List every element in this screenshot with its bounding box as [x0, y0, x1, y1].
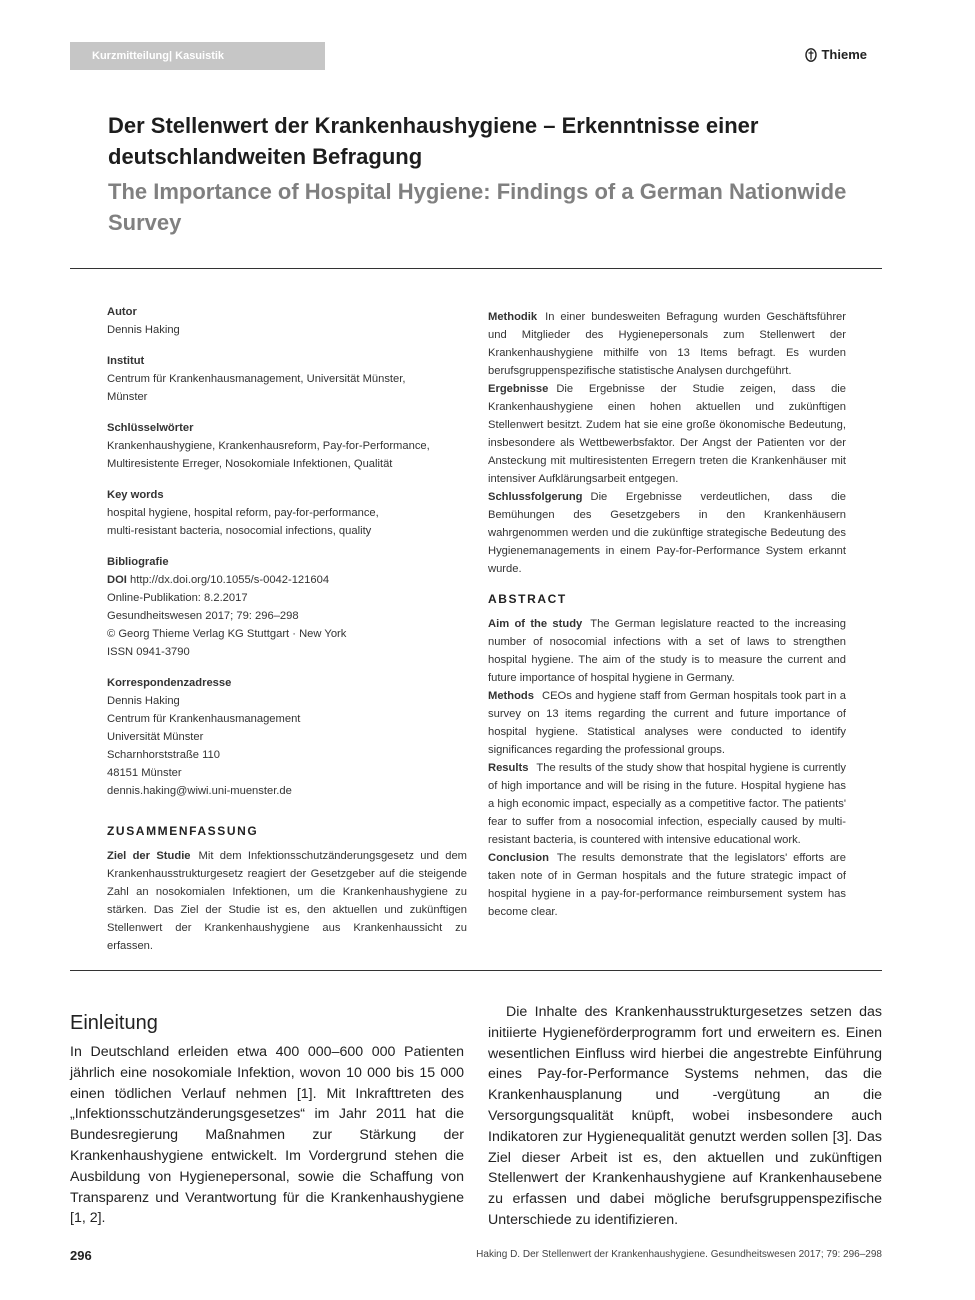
ergebnisse-label: Ergebnisse — [488, 383, 549, 395]
author-heading: Autor — [107, 306, 137, 318]
issn: ISSN 0941-3790 — [107, 646, 190, 658]
thieme-logo-icon — [805, 48, 817, 62]
keywords-de-text: Krankenhaushygiene, Krankenhausreform, Pay-for-Performance, Multiresistente Erreger, Nosokomiale Infektionen, Qualität — [107, 440, 430, 470]
zusammenfassung-methodik — [488, 308, 846, 380]
article-title-german: Der Stellenwert der Krankenhaushygiene – Erkenntnisse einer deutschlandweiten Befragung — [108, 113, 759, 169]
conclusion-text: The results demonstrate that the legislators' efforts are taken note of in German hospitals and the future strategic impact of hospital hygiene in a pay-for-performance reimbursement system has become clear. — [488, 852, 846, 918]
abstract-divider — [70, 970, 882, 971]
schluss-label: Schlussfolgerung — [488, 491, 583, 503]
methodik-label: Methodik — [488, 311, 538, 323]
zusammenfassung-schluss — [488, 488, 846, 578]
aim-label: Aim of the study — [488, 618, 583, 630]
doi-line — [107, 571, 472, 589]
bibliography-block — [107, 553, 472, 661]
doi-link[interactable]: http://dx.doi.org/10.1055/s-0042-121604 — [130, 574, 330, 586]
author-block — [107, 303, 472, 339]
results-text: The results of the study show that hospital hygiene is currently of high importance and will be rising in the future. Hospital hygiene has a high economic impact, especially as a competitive factor. The patients' fear to suffer from a nosocomial infection, especially caused by multi-resistant bacteria, is countered with intensive educational work. — [488, 762, 846, 846]
abstract-aim — [488, 615, 846, 687]
correspondence-line: 48151 Münster — [107, 767, 182, 779]
online-publication: Online-Publikation: 8.2.2017 — [107, 592, 248, 604]
keywords-en-heading: Key words — [107, 489, 164, 501]
results-label: Results — [488, 762, 529, 774]
institute-text: Centrum für Krankenhausmanagement, Universität Münster, Münster — [107, 373, 406, 403]
title-divider — [70, 268, 882, 269]
introduction-paragraph-1: In Deutschland erleiden etwa 400 000–600 000 Patienten jährlich eine nosokomiale Infektion, wovon 10 000 bis 15 000 einen tödlichen Verlauf nehmen [1]. Mit Inkrafttreten des „Infektionsschutzänderungsgesetzes“ im Jahr 2011 hat die Bundesregierung Maßnahmen zur Stärkung der Krankenhaushygiene entwickelt. Im Vordergrund stehen die Ausbildung von Hygienepersonal, sowie die Schaffung von Transparenz und Verantwortung für die Krankenhaushygiene [1, 2]. — [70, 1044, 464, 1227]
running-citation: Haking D. Der Stellenwert der Krankenhaushygiene. Gesundheitswesen 2017; 79: 296–298 — [476, 1249, 882, 1260]
page-number: 296 — [70, 1248, 92, 1263]
journal-citation: Gesundheitswesen 2017; 79: 296–298 — [107, 610, 299, 622]
keywords-de-block — [107, 419, 472, 473]
author-name: Dennis Haking — [107, 324, 180, 336]
category-bar: Kurzmitteilung| Kasuistik — [70, 42, 325, 70]
abstract-methods — [488, 687, 846, 759]
institute-block — [107, 352, 472, 406]
zusammenfassung-heading: ZUSAMMENFASSUNG — [107, 824, 259, 838]
bibliography-heading: Bibliografie — [107, 556, 169, 568]
institute-heading: Institut — [107, 355, 145, 367]
methods-label: Methods — [488, 690, 534, 702]
doi-label: DOI — [107, 574, 127, 586]
introduction-paragraph-2: Die Inhalte des Krankenhausstrukturgesetzes setzen das initiierte Hygieneförderprogramm fort und erweitern es. Einen wesentlichen Einfluss wird hierbei die angestrebte Einführung eines Pay-for-Performance Systems nehmen, das die Krankenhausplanung und -vergütung an die Versorgungsqualität knüpft, wobei insbesondere auch Indikatoren zur Hygienequalität genutzt werden sollen [3]. Das Ziel dieser Arbeit ist es, den aktuellen und zukünftigen Stellenwert der Krankenhaushygiene auf Krankenhausebene zu erfassen und dabei mögliche berufsgruppenspezifische Unterschiede zu identifizieren. — [488, 1004, 882, 1228]
article-metadata — [107, 303, 472, 813]
article-title-english: The Importance of Hospital Hygiene: Findings of a German Nationwide Survey — [108, 179, 847, 235]
aim-text: The German legislature reacted to the increasing number of nosocomial infections with a set of laws to strengthen hospital hygiene. The aim of the study is to measure the current and future importance of hospital hygiene in Germany. — [488, 618, 846, 684]
abstract-heading: ABSTRACT — [488, 592, 567, 606]
publisher-name: Thieme — [821, 47, 867, 62]
correspondence-line: Universität Münster — [107, 731, 204, 743]
ziel-label: Ziel der Studie — [107, 850, 191, 862]
correspondence-email[interactable]: dennis.haking@wiwi.uni-muenster.de — [107, 785, 292, 797]
correspondence-line: Scharnhorststraße 110 — [107, 749, 220, 761]
keywords-en-text: hospital hygiene, hospital reform, pay-for-performance, multi-resistant bacteria, nosocomial infections, quality — [107, 507, 379, 537]
correspondence-heading: Korrespondenzadresse — [107, 677, 232, 689]
zusammenfassung-section — [107, 824, 467, 955]
abstract-results — [488, 759, 846, 849]
keywords-de-heading: Schlüsselwörter — [107, 422, 194, 434]
keywords-en-block — [107, 486, 472, 540]
introduction-heading: Einleitung — [70, 1012, 158, 1034]
conclusion-label: Conclusion — [488, 852, 549, 864]
abstract-conclusion — [488, 849, 846, 921]
methods-text: CEOs and hygiene staff from German hospitals took part in a survey on 13 items regarding the current and future importance of hospital hygiene. Statistical analyses were conducted to identify significances regarding the professional groups. — [488, 690, 846, 756]
correspondence-block — [107, 674, 472, 800]
schluss-text: Die Ergebnisse verdeutlichen, dass die Bemühungen des Gesetzgebers in den Krankenhäusern wahrgenommen werden und die zukünftige strategische Bedeutung des Hygienemanagements in einem Pay-for-Performance System erkannt wurde. — [488, 491, 846, 575]
zusammenfassung-ergebnisse — [488, 380, 846, 488]
copyright: © Georg Thieme Verlag KG Stuttgart · New York — [107, 628, 347, 640]
right-abstract-column — [488, 308, 846, 921]
publisher-logo — [805, 47, 867, 62]
zusammenfassung-ziel — [107, 847, 467, 955]
correspondence-line: Centrum für Krankenhausmanagement — [107, 713, 301, 725]
methodik-text: In einer bundesweiten Befragung wurden Geschäftsführer und Mitglieder des Hygienepersonals zum Stellenwert der Krankenhaushygiene mithilfe von 13 Items befragt. Es wurden berufsgruppenspezifische statistische Analysen durchgeführt. — [488, 311, 846, 377]
ergebnisse-text: Die Ergebnisse der Studie zeigen, dass die Krankenhaushygiene einen hohen aktuellen und zukünftigen Stellenwert besitzt. Zudem hat sie eine große ökonomische Bedeutung, insbesondere als Wettbewerbsfaktor. Der Angst der Patienten vor der Ansteckung mit multiresistenten Erregern treten die Krankenhäuser mit intensiver Aufklärungsarbeit entgegen. — [488, 383, 846, 485]
correspondence-line: Dennis Haking — [107, 695, 180, 707]
ziel-text: Mit dem Infektionsschutzänderungsgesetz und dem Krankenhausstrukturgesetz reagiert der Gesetzgeber auf die steigende Zahl an nosokomialen Infektionen, um die Krankenhaushygiene zu stärken. Das Ziel der Studie ist es, den aktuellen und zukünftigen Stellenwert der Krankenhaushygiene aus Krankenhaussicht zu erfassen. — [107, 850, 467, 952]
